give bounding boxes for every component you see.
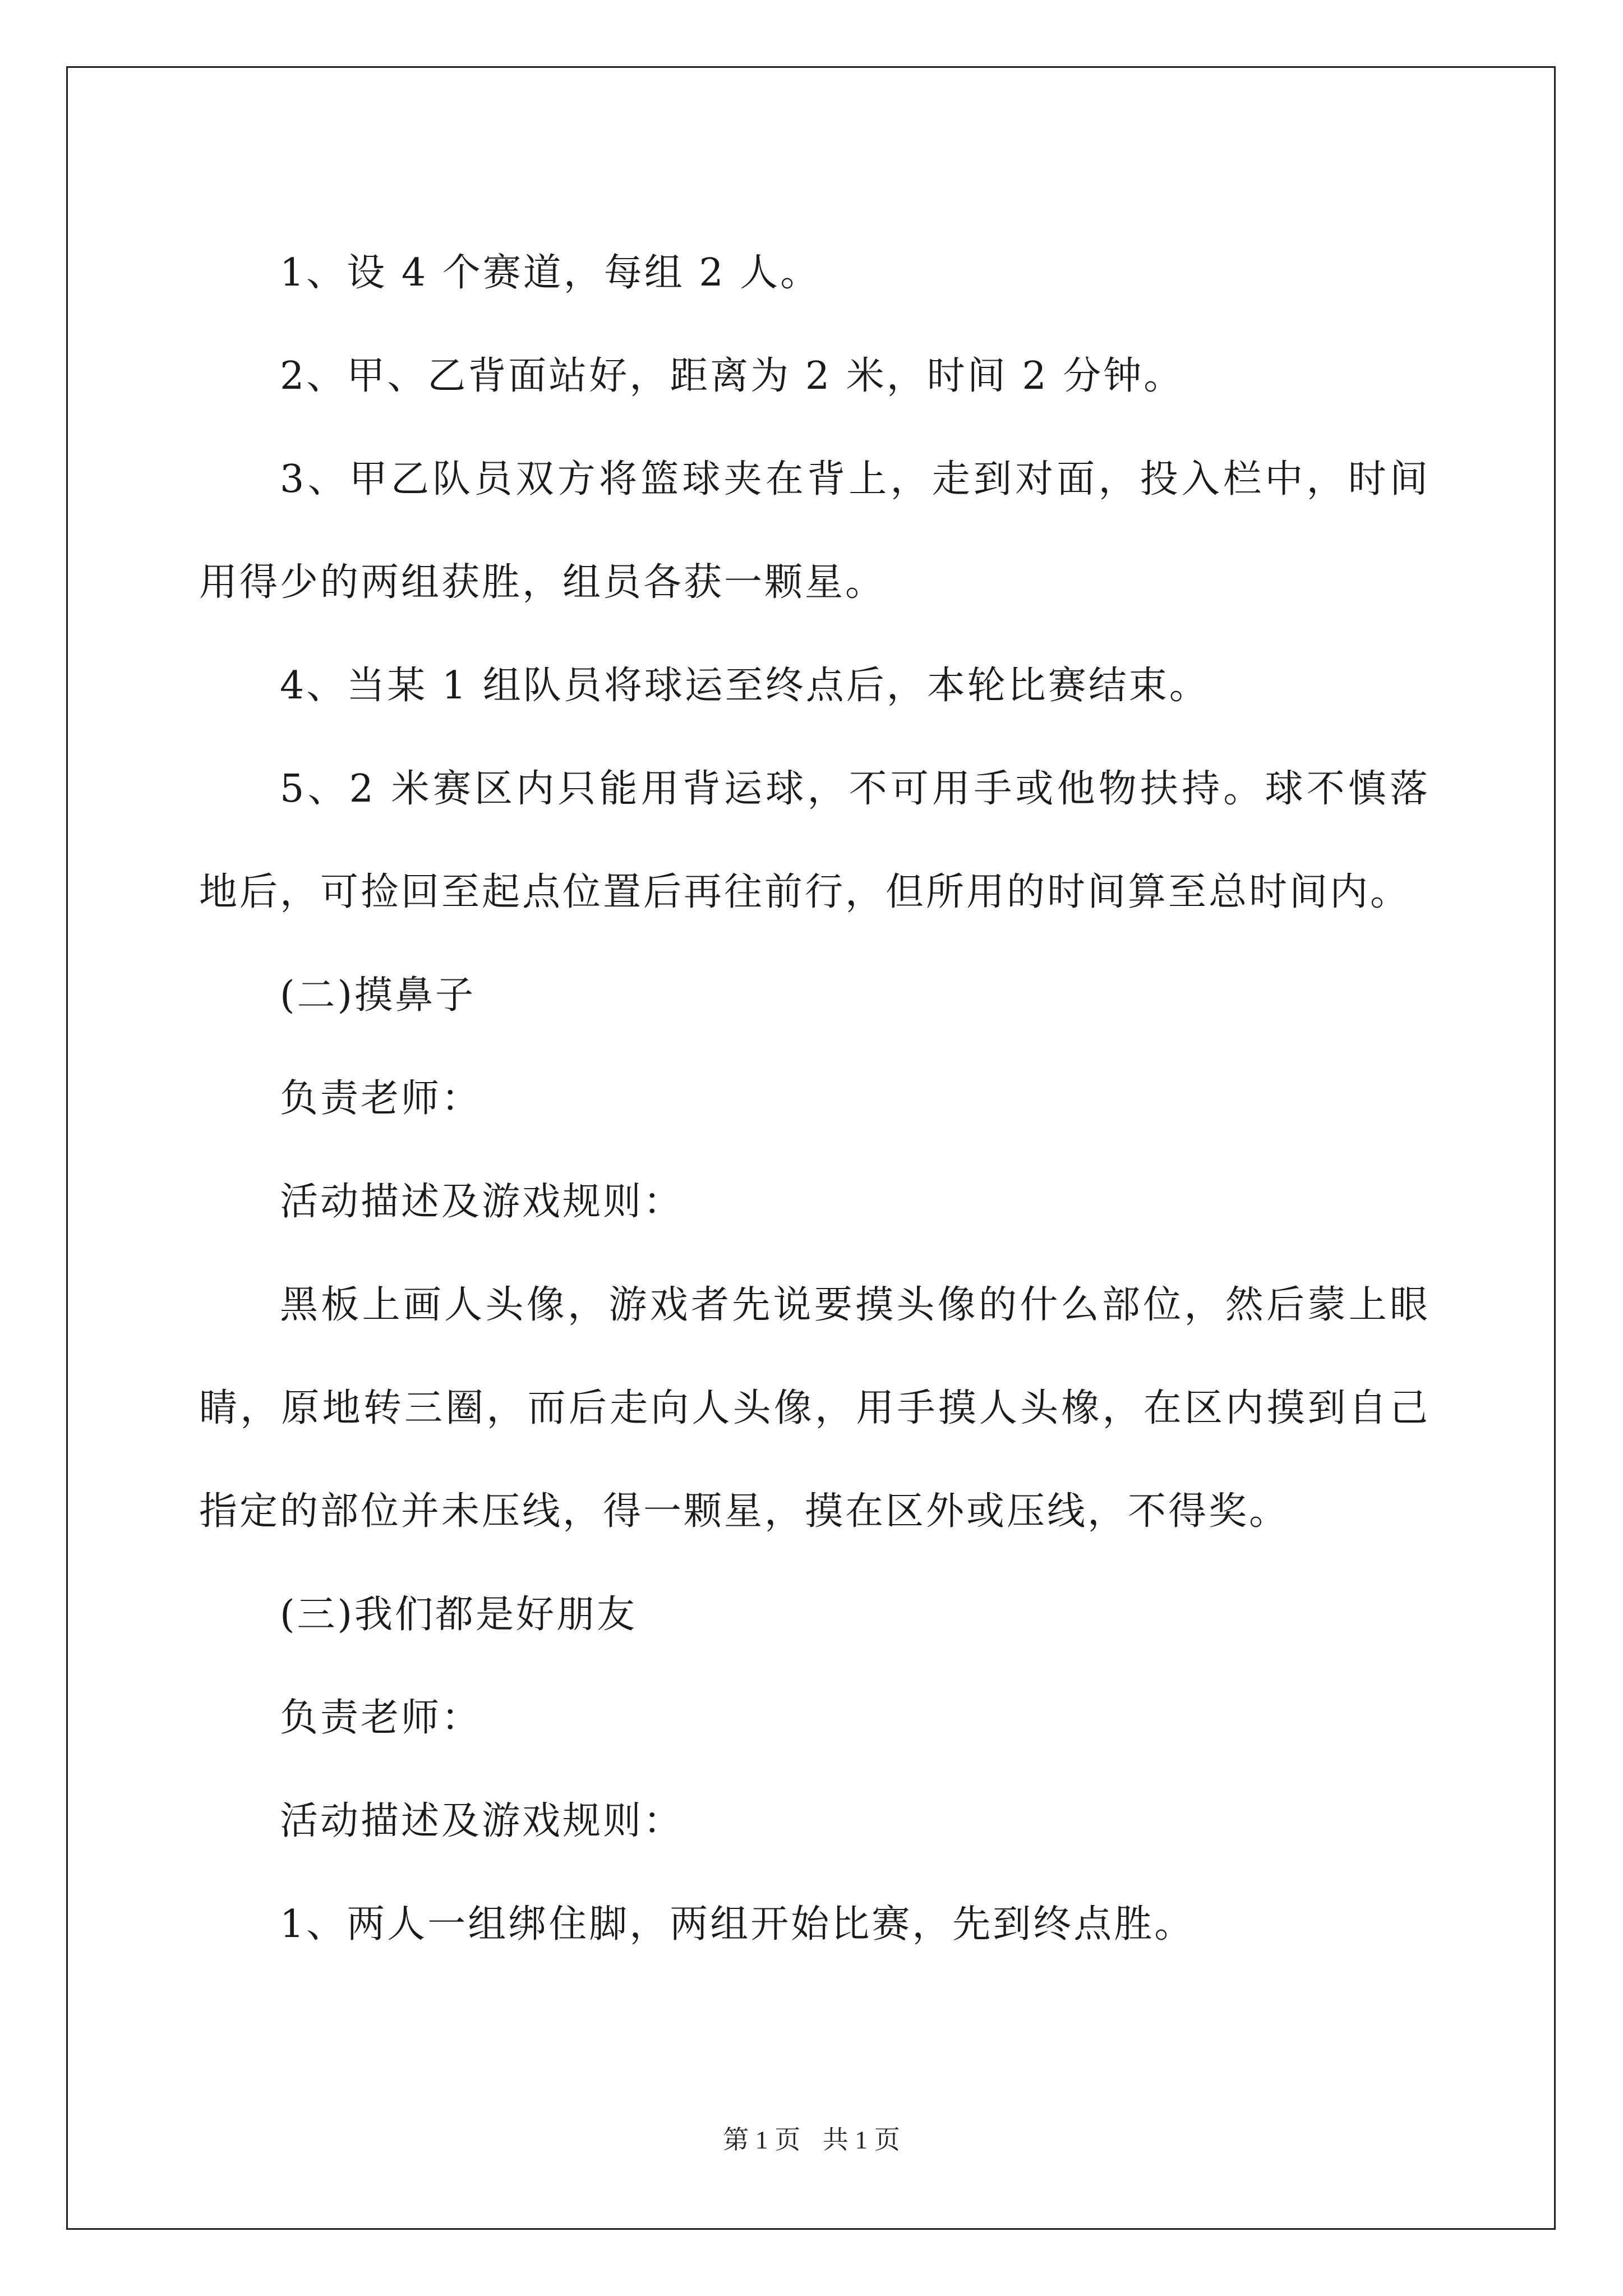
- document-body: [199, 222, 1430, 1976]
- teacher-label-nose: 负责老师：: [280, 1076, 482, 1121]
- rules-label-friends: 活动描述及游戏规则：: [280, 1799, 684, 1843]
- paragraph-nose-rules: 黑板上画人头像，游戏者先说要摸头像的什么部位，然后蒙上眼睛，原地转三圈，而后走向人头像，用手摸人头橡，在区内摸到自己指定的部位并未压线，得一颗星，摸在区外或压线，不得奖。: [199, 1283, 1430, 1534]
- page-total: 共 1 页: [822, 2125, 900, 2154]
- page-footer: [0, 2119, 1623, 2156]
- paragraph-friends-rule-1: 1、两人一组绑住脚，两组开始比赛，先到终点胜。: [280, 1902, 1195, 1947]
- paragraph-rule-3: 3、甲乙队员双方将篮球夹在背上，走到对面，投入栏中，时间用得少的两组获胜，组员各获一颗星。: [199, 457, 1430, 605]
- page-number: 第 1 页: [723, 2125, 801, 2154]
- paragraph-rule-4: 4、当某 1 组队员将球运至终点后，本轮比赛结束。: [280, 664, 1210, 708]
- paragraph-rule-5: 5、2 米赛区内只能用背运球，不可用手或他物扶持。球不慎落地后，可捡回至起点位置后再往前行，但所用的时间算至总时间内。: [199, 767, 1430, 914]
- rules-label-nose: 活动描述及游戏规则：: [280, 1180, 684, 1224]
- paragraph-rule-2: 2、甲、乙背面站好，距离为 2 米，时间 2 分钟。: [280, 354, 1184, 398]
- teacher-label-friends: 负责老师：: [280, 1696, 482, 1740]
- paragraph-rule-1: 1、设 4 个赛道，每组 2 人。: [280, 251, 821, 295]
- section-heading-friends: (三)我们都是好朋友: [280, 1593, 638, 1637]
- section-heading-nose: (二)摸鼻子: [280, 973, 476, 1018]
